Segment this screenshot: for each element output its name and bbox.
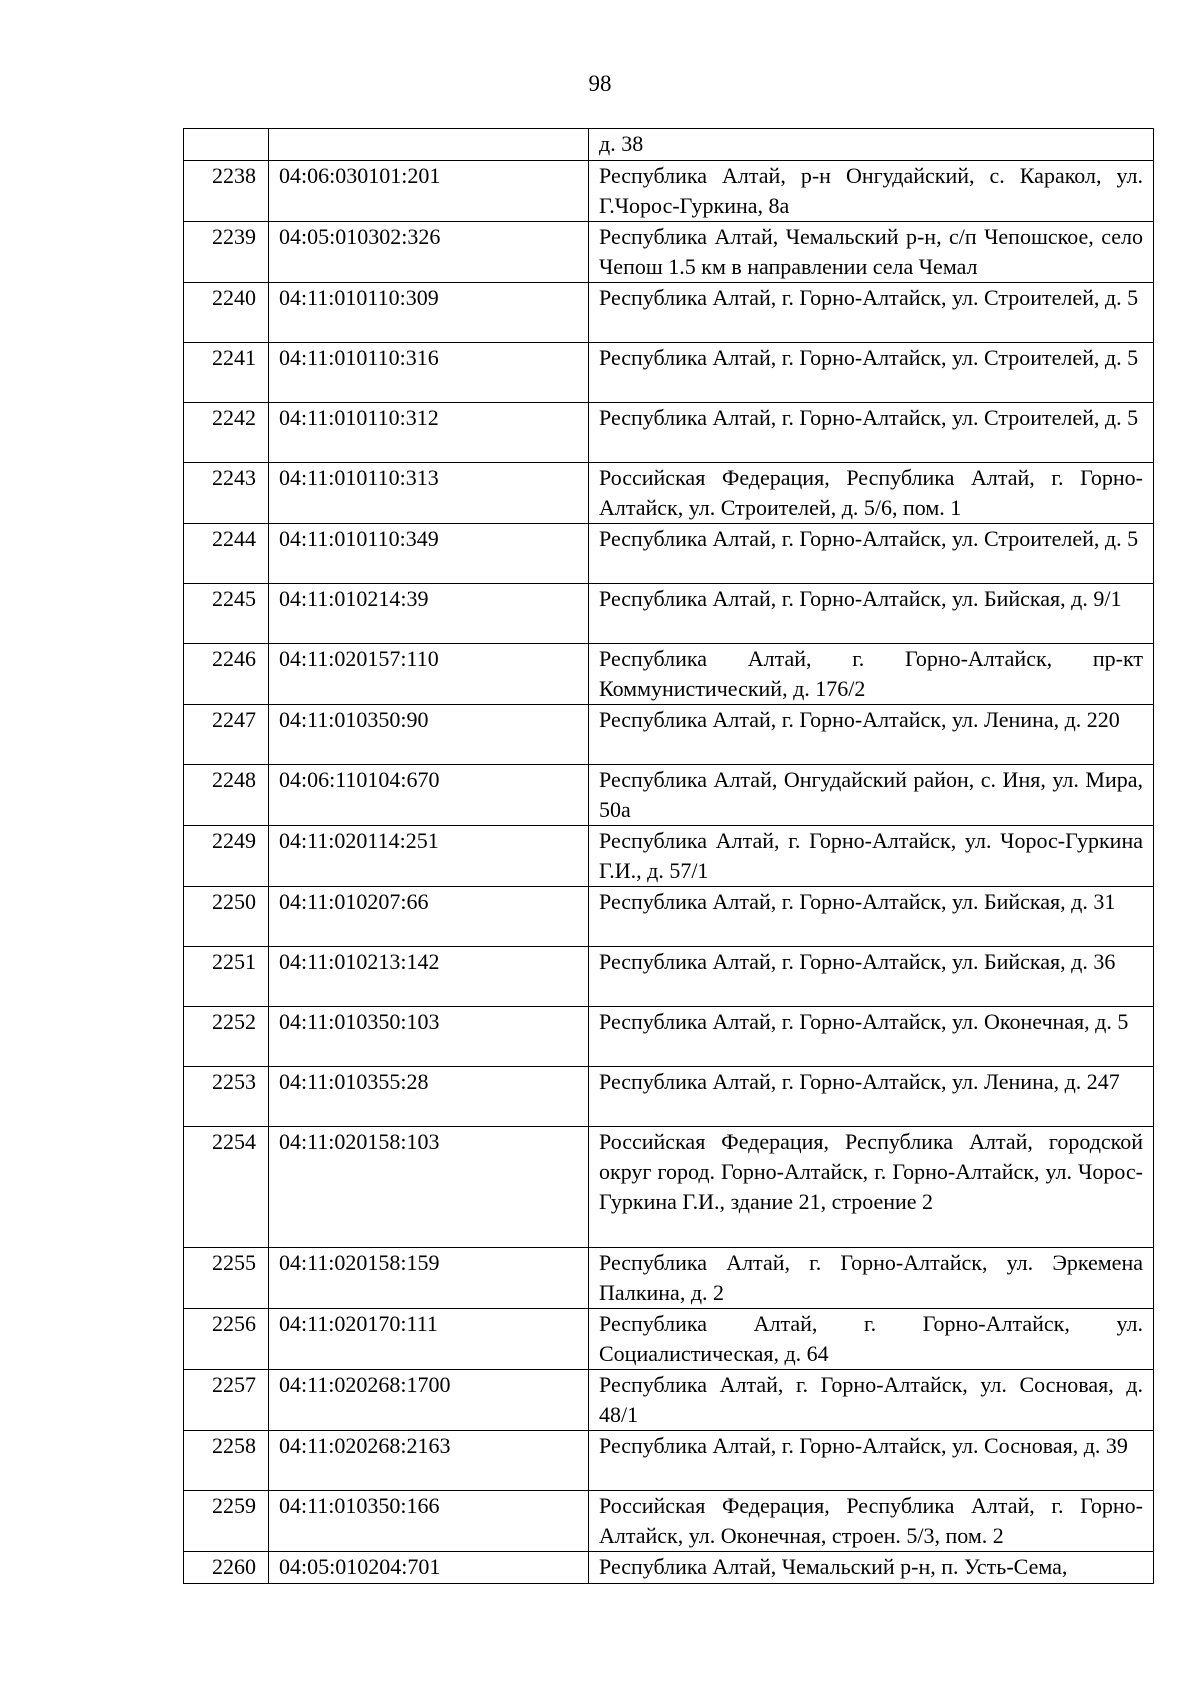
- address: Республика Алтай, Чемальский р-н, п. Усть-Сема,: [589, 1552, 1154, 1584]
- table-row: [184, 1248, 1154, 1309]
- address: Республика Алтай, г. Горно-Алтайск, пр-кт Коммунистический, д. 176/2: [589, 644, 1154, 705]
- table-row: [184, 403, 1154, 463]
- cadastral-number: 04:06:030101:201: [269, 161, 589, 222]
- table-row: [184, 1007, 1154, 1067]
- address: Республика Алтай, г. Горно-Алтайск, ул. Бийская, д. 9/1: [589, 584, 1154, 644]
- cadastral-number: [269, 129, 589, 161]
- row-number: 2259: [184, 1491, 269, 1552]
- cadastral-number: 04:11:020158:103: [269, 1127, 589, 1248]
- cadastral-number: 04:11:010110:349: [269, 524, 589, 584]
- cadastral-number: 04:11:020268:1700: [269, 1370, 589, 1431]
- table-row: [184, 129, 1154, 161]
- address: Республика Алтай, г. Горно-Алтайск, ул. Сосновая, д. 48/1: [589, 1370, 1154, 1431]
- table-row: [184, 222, 1154, 283]
- address: Республика Алтай, г. Горно-Алтайск, ул. Строителей, д. 5: [589, 403, 1154, 463]
- table-row: [184, 463, 1154, 524]
- row-number: 2260: [184, 1552, 269, 1584]
- table-row: [184, 283, 1154, 343]
- address: Республика Алтай, г. Горно-Алтайск, ул. Строителей, д. 5: [589, 283, 1154, 343]
- address: Республика Алтай, г. Горно-Алтайск, ул. Бийская, д. 36: [589, 947, 1154, 1007]
- cadastral-number: 04:11:010110:309: [269, 283, 589, 343]
- row-number: 2242: [184, 403, 269, 463]
- row-number: 2254: [184, 1127, 269, 1248]
- table-row: [184, 1370, 1154, 1431]
- table-row: [184, 161, 1154, 222]
- cadastral-number: 04:11:010355:28: [269, 1067, 589, 1127]
- row-number: 2244: [184, 524, 269, 584]
- address: Республика Алтай, р-н Онгудайский, с. Каракол, ул. Г.Чорос-Гуркина, 8а: [589, 161, 1154, 222]
- row-number: 2255: [184, 1248, 269, 1309]
- row-number: 2253: [184, 1067, 269, 1127]
- address: Республика Алтай, г. Горно-Алтайск, ул. Бийская, д. 31: [589, 887, 1154, 947]
- address: Республика Алтай, г. Горно-Алтайск, ул. Эркемена Палкина, д. 2: [589, 1248, 1154, 1309]
- row-number: 2257: [184, 1370, 269, 1431]
- address: Республика Алтай, г. Горно-Алтайск, ул. Строителей, д. 5: [589, 343, 1154, 403]
- address: Республика Алтай, г. Горно-Алтайск, ул. Чорос-Гуркина Г.И., д. 57/1: [589, 826, 1154, 887]
- cadastral-number: 04:05:010302:326: [269, 222, 589, 283]
- table-row: [184, 887, 1154, 947]
- address: д. 38: [589, 129, 1154, 161]
- row-number: [184, 129, 269, 161]
- row-number: 2249: [184, 826, 269, 887]
- address: Российская Федерация, Республика Алтай, г. Горно-Алтайск, ул. Оконечная, строен. 5/3, пом. 2: [589, 1491, 1154, 1552]
- table-row: [184, 1309, 1154, 1370]
- address: Республика Алтай, г. Горно-Алтайск, ул. Оконечная, д. 5: [589, 1007, 1154, 1067]
- cadastral-number: 04:11:010213:142: [269, 947, 589, 1007]
- row-number: 2238: [184, 161, 269, 222]
- table-row: [184, 343, 1154, 403]
- cadastral-number: 04:11:020157:110: [269, 644, 589, 705]
- row-number: 2248: [184, 765, 269, 826]
- address: Республика Алтай, г. Горно-Алтайск, ул. Строителей, д. 5: [589, 524, 1154, 584]
- address: Республика Алтай, г. Горно-Алтайск, ул. Ленина, д. 247: [589, 1067, 1154, 1127]
- row-number: 2256: [184, 1309, 269, 1370]
- cadastral-number: 04:11:010110:312: [269, 403, 589, 463]
- cadastral-number: 04:05:010204:701: [269, 1552, 589, 1584]
- table-row: [184, 1127, 1154, 1248]
- property-table: [183, 128, 1154, 1584]
- address: Республика Алтай, г. Горно-Алтайск, ул. Ленина, д. 220: [589, 705, 1154, 765]
- table-row: [184, 826, 1154, 887]
- address: Российская Федерация, Республика Алтай, городской округ город. Горно-Алтайск, г. Горно-Алтайск, ул. Чорос-Гуркина Г.И., здание 21, строение 2: [589, 1127, 1154, 1248]
- row-number: 2250: [184, 887, 269, 947]
- table-row: [184, 947, 1154, 1007]
- row-number: 2251: [184, 947, 269, 1007]
- table-row: [184, 1491, 1154, 1552]
- cadastral-number: 04:11:010207:66: [269, 887, 589, 947]
- table-row: [184, 524, 1154, 584]
- row-number: 2246: [184, 644, 269, 705]
- row-number: 2239: [184, 222, 269, 283]
- table-row: [184, 644, 1154, 705]
- row-number: 2245: [184, 584, 269, 644]
- cadastral-number: 04:11:010110:316: [269, 343, 589, 403]
- table-row: [184, 1552, 1154, 1584]
- cadastral-number: 04:11:010110:313: [269, 463, 589, 524]
- cadastral-number: 04:11:020114:251: [269, 826, 589, 887]
- table-row: [184, 705, 1154, 765]
- cadastral-number: 04:11:020268:2163: [269, 1431, 589, 1491]
- cadastral-number: 04:11:010350:103: [269, 1007, 589, 1067]
- cadastral-number: 04:11:010350:166: [269, 1491, 589, 1552]
- row-number: 2243: [184, 463, 269, 524]
- cadastral-number: 04:06:110104:670: [269, 765, 589, 826]
- address: Республика Алтай, г. Горно-Алтайск, ул. Социалистическая, д. 64: [589, 1309, 1154, 1370]
- page-number: 98: [588, 71, 612, 96]
- table-row: [184, 1431, 1154, 1491]
- cadastral-number: 04:11:020158:159: [269, 1248, 589, 1309]
- address: Республика Алтай, Онгудайский район, с. Иня, ул. Мира, 50а: [589, 765, 1154, 826]
- row-number: 2258: [184, 1431, 269, 1491]
- cadastral-number: 04:11:020170:111: [269, 1309, 589, 1370]
- cadastral-number: 04:11:010214:39: [269, 584, 589, 644]
- table-row: [184, 765, 1154, 826]
- address: Республика Алтай, Чемальский р-н, с/п Чепошское, село Чепош 1.5 км в направлении села Чемал: [589, 222, 1154, 283]
- cadastral-number: 04:11:010350:90: [269, 705, 589, 765]
- row-number: 2241: [184, 343, 269, 403]
- row-number: 2252: [184, 1007, 269, 1067]
- table-row: [184, 584, 1154, 644]
- row-number: 2240: [184, 283, 269, 343]
- address: Российская Федерация, Республика Алтай, г. Горно-Алтайск, ул. Строителей, д. 5/6, пом. 1: [589, 463, 1154, 524]
- row-number: 2247: [184, 705, 269, 765]
- table-row: [184, 1067, 1154, 1127]
- address: Республика Алтай, г. Горно-Алтайск, ул. Сосновая, д. 39: [589, 1431, 1154, 1491]
